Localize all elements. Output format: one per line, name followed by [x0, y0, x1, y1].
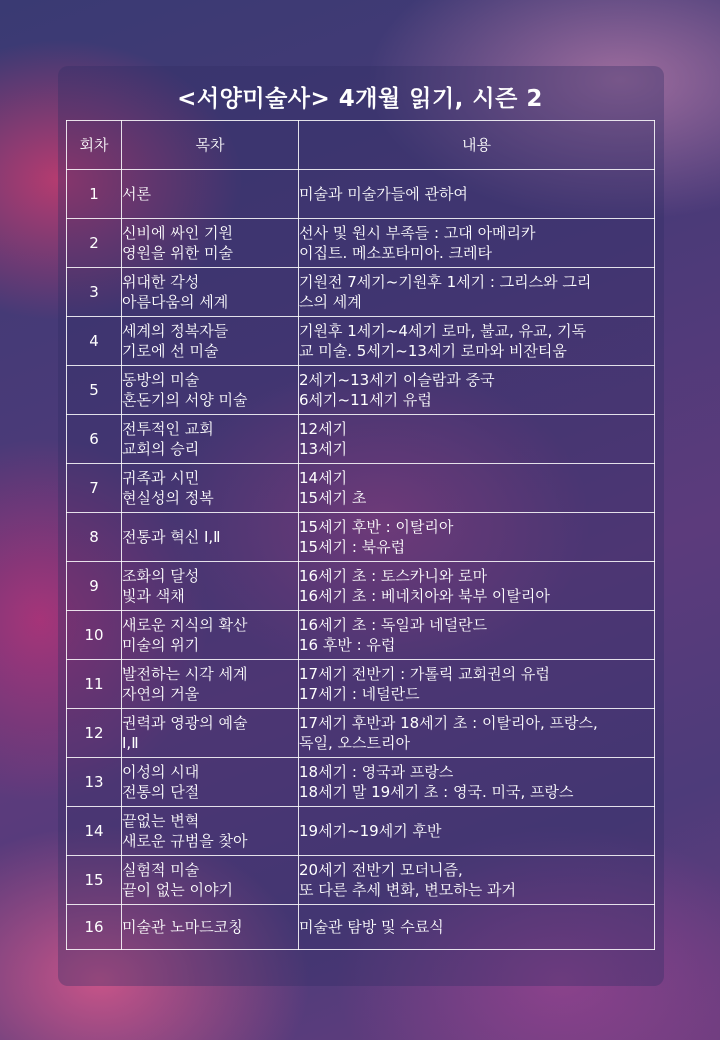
content-line: 14세기 [299, 469, 348, 487]
chapter-title-line: 전통의 단절 [122, 783, 200, 801]
chapter-title-line: 전통과 혁신 Ⅰ,Ⅱ [122, 528, 221, 546]
content-line: 2세기~13세기 이슬람과 중국 [299, 371, 495, 389]
table-row [67, 170, 655, 219]
content-line: 20세기 전반기 모더니즘, [299, 861, 463, 879]
page-title: <서양미술사> 4개월 읽기, 시즌 2 [177, 86, 543, 112]
chapter-title-line: 빛과 색채 [122, 587, 185, 605]
chapter-titles [122, 611, 299, 660]
chapter-titles [122, 660, 299, 709]
session-content [299, 758, 655, 807]
content-line: 미술관 탐방 및 수료식 [299, 918, 444, 936]
chapter-title-line: 실험적 미술 [122, 861, 200, 879]
content-line: 15세기 후반 : 이탈리아 [299, 518, 454, 536]
chapter-titles [122, 807, 299, 856]
session-content [299, 268, 655, 317]
chapter-titles [122, 758, 299, 807]
session-content [299, 219, 655, 268]
content-line: 이집트. 메소포타미아. 크레타 [299, 244, 492, 262]
session-number: 1 [67, 170, 122, 219]
session-content [299, 366, 655, 415]
content-line: 19세기~19세기 후반 [299, 822, 442, 840]
chapter-title-line: 현실성의 정복 [122, 489, 214, 507]
table-row [67, 856, 655, 905]
chapter-title-line: 기로에 선 미술 [122, 342, 219, 360]
session-content [299, 415, 655, 464]
content-line: 교 미술. 5세기~13세기 로마와 비잔티움 [299, 342, 567, 360]
header-description: 내용 [299, 121, 655, 170]
table-row [67, 268, 655, 317]
session-content [299, 611, 655, 660]
session-number: 7 [67, 464, 122, 513]
chapter-title-line: 동방의 미술 [122, 371, 200, 389]
table-row [67, 366, 655, 415]
content-line: 또 다른 추세 변화, 변모하는 과거 [299, 881, 516, 899]
table-row [67, 611, 655, 660]
content-line: 18세기 : 영국과 프랑스 [299, 763, 454, 781]
session-number: 9 [67, 562, 122, 611]
content-line: 16세기 초 : 베네치아와 북부 이탈리아 [299, 587, 550, 605]
content-line: 16세기 초 : 토스카니와 로마 [299, 567, 488, 585]
session-content [299, 856, 655, 905]
chapter-title-line: 전투적인 교회 [122, 420, 214, 438]
table-row [67, 464, 655, 513]
content-line: 15세기 : 북유럽 [299, 538, 406, 556]
chapter-titles [122, 856, 299, 905]
chapter-title-line: 세계의 정복자들 [122, 322, 229, 340]
content-line: 12세기 [299, 420, 348, 438]
chapter-title-line: 발전하는 시각 세계 [122, 665, 248, 683]
chapter-title-line: 위대한 각성 [122, 273, 200, 291]
session-number: 6 [67, 415, 122, 464]
chapter-titles [122, 513, 299, 562]
content-line: 기원후 1세기~4세기 로마, 불교, 유교, 기독 [299, 322, 587, 340]
content-line: 17세기 전반기 : 가톨릭 교회권의 유럽 [299, 665, 550, 683]
chapter-titles [122, 562, 299, 611]
session-number: 5 [67, 366, 122, 415]
chapter-title-line: Ⅰ,Ⅱ [122, 734, 139, 752]
table-row [67, 905, 655, 950]
chapter-title-line: 영원을 위한 미술 [122, 244, 233, 262]
chapter-title-line: 교회의 승리 [122, 440, 200, 458]
chapter-title-line: 권력과 영광의 예술 [122, 714, 248, 732]
header-session: 회차 [67, 121, 122, 170]
session-number: 8 [67, 513, 122, 562]
table-header-row [67, 121, 655, 170]
table-body [67, 170, 655, 950]
table-row [67, 758, 655, 807]
chapter-title-line: 조화의 달성 [122, 567, 200, 585]
curriculum-table [66, 120, 655, 950]
chapter-title-line: 자연의 거울 [122, 685, 200, 703]
chapter-title-line: 신비에 싸인 기원 [122, 224, 233, 242]
chapter-title-line: 끝없는 변혁 [122, 812, 200, 830]
chapter-titles [122, 317, 299, 366]
session-content [299, 562, 655, 611]
session-content [299, 513, 655, 562]
content-line: 17세기 후반과 18세기 초 : 이탈리아, 프랑스, [299, 714, 598, 732]
content-line: 스의 세계 [299, 293, 362, 311]
session-content [299, 317, 655, 366]
table-row [67, 660, 655, 709]
chapter-title-line: 미술관 노마드코칭 [122, 918, 243, 936]
content-line: 미술과 미술가들에 관하여 [299, 185, 468, 203]
chapter-titles [122, 170, 299, 219]
content-line: 선사 및 원시 부족들 : 고대 아메리카 [299, 224, 536, 242]
content-line: 18세기 말 19세기 초 : 영국. 미국, 프랑스 [299, 783, 574, 801]
session-content [299, 905, 655, 950]
session-number: 10 [67, 611, 122, 660]
content-line: 6세기~11세기 유럽 [299, 391, 432, 409]
chapter-title-line: 미술의 위기 [122, 636, 200, 654]
session-number: 14 [67, 807, 122, 856]
chapter-titles [122, 268, 299, 317]
chapter-title-line: 새로운 지식의 확산 [122, 616, 248, 634]
chapter-titles [122, 905, 299, 950]
session-number: 12 [67, 709, 122, 758]
session-content [299, 660, 655, 709]
content-line: 13세기 [299, 440, 348, 458]
session-content [299, 709, 655, 758]
session-content [299, 170, 655, 219]
content-line: 15세기 초 [299, 489, 367, 507]
chapter-titles [122, 709, 299, 758]
session-number: 16 [67, 905, 122, 950]
chapter-titles [122, 219, 299, 268]
chapter-title-line: 아름다움의 세계 [122, 293, 229, 311]
table-row [67, 219, 655, 268]
content-line: 기원전 7세기~기원후 1세기 : 그리스와 그리 [299, 273, 592, 291]
content-line: 독일, 오스트리아 [299, 734, 410, 752]
chapter-title-line: 새로운 규범을 찾아 [122, 832, 248, 850]
table-row [67, 317, 655, 366]
content-line: 17세기 : 네덜란드 [299, 685, 420, 703]
table-row [67, 709, 655, 758]
table-row [67, 807, 655, 856]
chapter-title-line: 혼돈기의 서양 미술 [122, 391, 248, 409]
session-number: 11 [67, 660, 122, 709]
table-row [67, 562, 655, 611]
content-line: 16세기 초 : 독일과 네덜란드 [299, 616, 488, 634]
chapter-title-line: 서론 [122, 185, 151, 203]
session-content [299, 807, 655, 856]
chapter-title-line: 이성의 시대 [122, 763, 200, 781]
session-number: 3 [67, 268, 122, 317]
chapter-titles [122, 366, 299, 415]
table-row [67, 513, 655, 562]
session-number: 2 [67, 219, 122, 268]
table-row [67, 415, 655, 464]
chapter-titles [122, 415, 299, 464]
session-number: 15 [67, 856, 122, 905]
header-contents: 목차 [122, 121, 299, 170]
content-line: 16 후반 : 유럽 [299, 636, 396, 654]
chapter-titles [122, 464, 299, 513]
chapter-title-line: 끝이 없는 이야기 [122, 881, 233, 899]
session-content [299, 464, 655, 513]
session-number: 13 [67, 758, 122, 807]
session-number: 4 [67, 317, 122, 366]
chapter-title-line: 귀족과 시민 [122, 469, 200, 487]
